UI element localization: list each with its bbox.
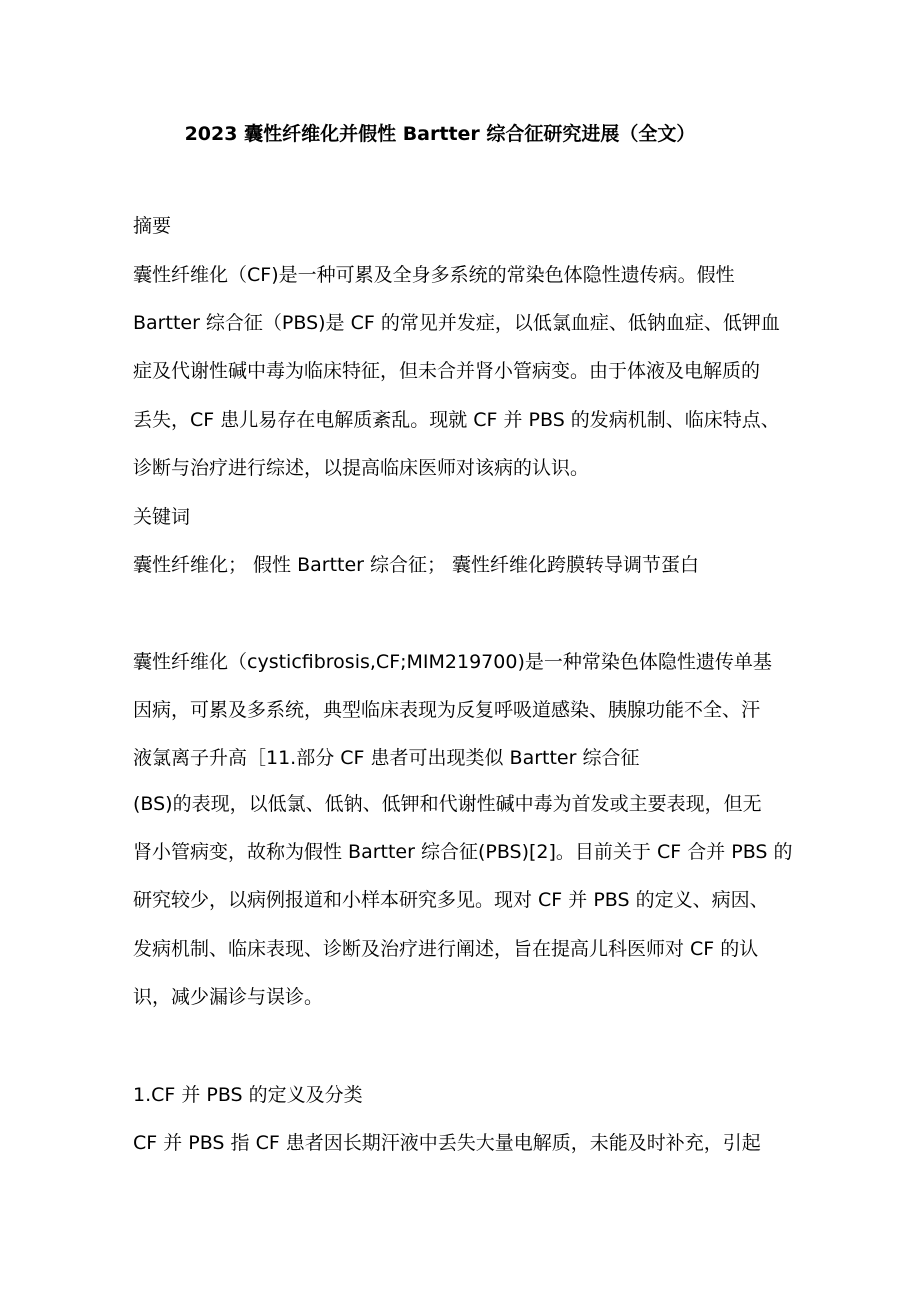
intro-line: 液氯离子升高［11.部分 CF 患者可出现类似 Bartter 综合征 (133, 747, 640, 769)
intro-line: 囊性纤维化（cysticfibrosis,CF;MIM219700)是一种常染色体隐性遗传单基 (133, 651, 772, 673)
intro-line: 肾小管病变，故称为假性 Bartter 综合征(PBS)[2]。目前关于 CF 合并 PBS 的 (133, 841, 793, 863)
document-title: 2023 囊性纤维化并假性 Bartter 综合征研究进展（全文） (184, 123, 696, 145)
abstract-line: 诊断与治疗进行综述，以提高临床医师对该病的认识。 (133, 457, 590, 479)
abstract-line: 症及代谢性碱中毒为临床特征，但未合并肾小管病变。由于体液及电解质的 (133, 360, 761, 382)
intro-line: (BS)的表现，以低氯、低钠、低钾和代谢性碱中毒为首发或主要表现，但无 (133, 793, 762, 815)
intro-line: 因病，可累及多系统，典型临床表现为反复呼吸道感染、胰腺功能不全、汗 (133, 699, 761, 721)
keywords-line: 囊性纤维化； 假性 Bartter 综合征； 囊性纤维化跨膜转导调节蛋白 (133, 554, 700, 576)
keywords-heading: 关键词 (133, 506, 191, 528)
abstract-heading: 摘要 (133, 215, 172, 237)
intro-line: 研究较少，以病例报道和小样本研究多见。现对 CF 并 PBS 的定义、病因、 (133, 889, 769, 911)
section-1-heading: 1.CF 并 PBS 的定义及分类 (133, 1084, 363, 1106)
abstract-line: 囊性纤维化（CF)是一种可累及全身多系统的常染色体隐性遗传病。假性 (133, 264, 735, 286)
section-1-line: CF 并 PBS 指 CF 患者因长期汗液中丢失大量电解质，未能及时补充，引起 (133, 1132, 761, 1154)
intro-line: 识，减少漏诊与误诊。 (133, 986, 324, 1008)
abstract-line: 丢失，CF 患儿易存在电解质紊乱。现就 CF 并 PBS 的发病机制、临床特点、 (133, 409, 780, 431)
abstract-line: Bartter 综合征（PBS)是 CF 的常见并发症，以低氯血症、低钠血症、低钾血 (133, 312, 780, 334)
intro-line: 发病机制、临床表现、诊断及治疗进行阐述，旨在提高儿科医师对 CF 的认 (133, 938, 759, 960)
